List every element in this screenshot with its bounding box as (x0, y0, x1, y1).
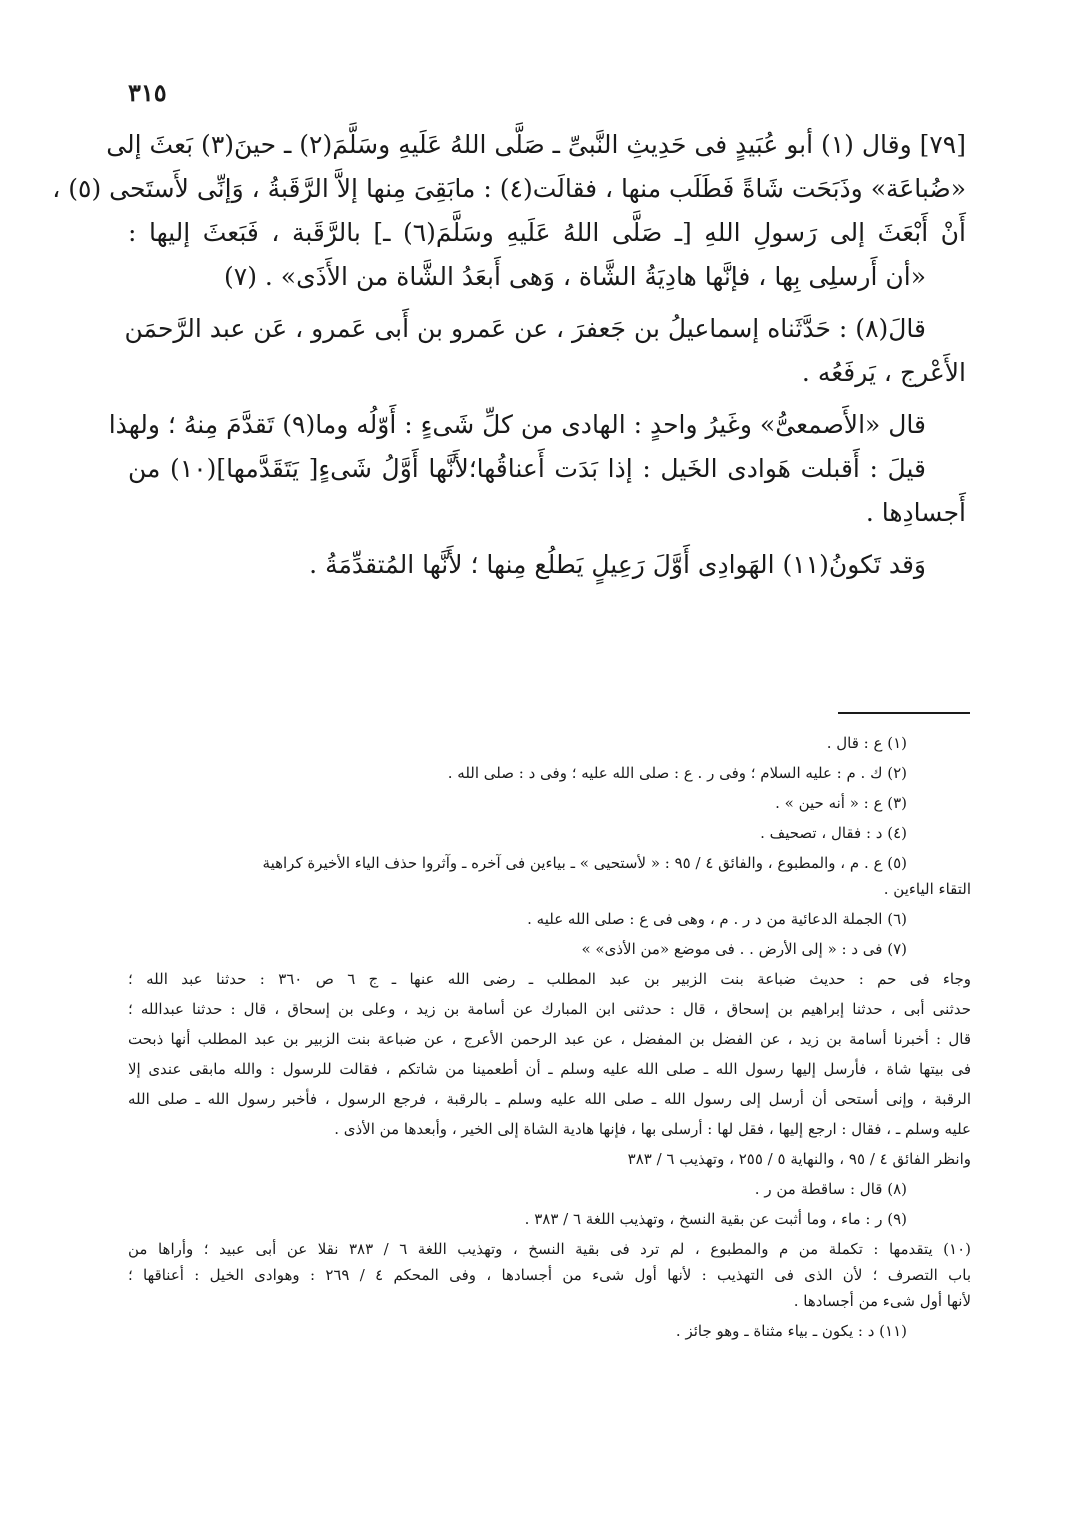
footnote-quote-line: الرقبة ، وإنى أستحى أن أرسل إلى رسول الله ـ صلى الله عليه وسلم ـ بالرقبة ، فرجع الرسول ، فأخبر رسول الله ـ صلى الله (128, 1090, 971, 1108)
footnotes (128, 732, 971, 1350)
footnote-quote-line: قال : أخبرنا أسامة بن زيد ، عن الفضل بن المفضل ، عن عبد الرحمن الأعرج ، عن ضباعة بنت الزبير بن عبد المطلب أنها ذبحت (128, 1030, 971, 1048)
footnote-continuation: التقاء الياءين . (883, 880, 971, 898)
body-line: وَقد تَكونُ(١١) الهَوادِى أَوَّلَ رَعِيلٍ يَطلُع مِنها ؛ لأَنَّها المُتقدِّمَةُ . (309, 550, 926, 579)
footnote: (٢) ك . م : عليه السلام ؛ وفى ر . ع : صلى الله عليه ؛ وفى د : صلى الله . (447, 764, 907, 782)
footnote-continuation: لأنها أول شىء من أجسادها . (793, 1292, 971, 1310)
footnote-quote-line: فى بيتها شاة ، فأرسل إليها رسول الله ـ صلى الله عليه وسلم ـ أن أطعمينا من شاتكم ، فقالت للرسول : والله مابقى عندى إلا (128, 1060, 971, 1078)
page-number: ٣١٥ (128, 78, 167, 107)
footnote: (٣) ع : « أنه حين » . (775, 794, 907, 812)
footnote: (٨) قال : ساقطة من ر . (754, 1180, 907, 1198)
footnote: (١) ع : قال . (826, 734, 907, 752)
footnote-reference: وانظر الفائق ٤ / ٩٥ ، والنهاية ٥ / ٢٥٥ ، وتهذيب ٦ / ٣٨٣ (627, 1150, 971, 1168)
body-line: قالَ(٨) : حَدَّثَناه إسماعيلُ بن جَعفرَ ، عن عَمرو بن أَبى عَمرو ، عَن عبد الرَّحمَن (124, 314, 926, 343)
footnote-quote-line: وجاء فى حم : حديث ضباعة بنت الزبير بن عبد المطلب ـ رضى الله عنها ـ ج ٦ ص ٣٦٠ : حدثنا عبد الله ؛ (128, 970, 971, 988)
footnote: (٥) ع . م ، والمطبوع ، والفائق ٤ / ٩٥ : « لأستحيى » ـ بياءين فى آخره ـ وآثروا حذف الياء الأخيرة كراهية (262, 854, 907, 872)
footnote: (٩) ر : ماء ، وما أثبت عن بقية النسخ ، وتهذيب اللغة ٦ / ٣٨٣ . (524, 1210, 907, 1228)
footnote-quote-line: حدثنى أبى ، حدثنا إبراهيم بن إسحاق ، قال : حدثنى ابن المبارك عن أسامة بن زيد ، وعلى بن إسحاق ، قال : حدثنا عبدالله ؛ (128, 1000, 971, 1018)
body-line: [٧٩] وقال (١) أبو عُبَيدٍ فى حَدِيثِ النَّبىِّ ـ صَلَّى اللهُ عَلَيهِ وسَلَّمَ(٢) ـ حينَ(٣) بَعثَ إلى (106, 130, 966, 159)
footnote-quote-line: عليه وسلم ـ ، فقال : ارجع إليها ، فقل لها : أرسلى بها ، فإنها هادية الشاة إلى الخير ، وأبعدها من الأذى . (334, 1120, 971, 1138)
body-line: قيلَ : أَقبلت هَوادى الخَيل : إذا بَدَت أَعناقُها؛لأَنَّها أَوَّلُ شَىءٍ[ يَتَقَدَّمها](١٠) من (128, 454, 926, 483)
footnote: (١١) د : يكون ـ بياء مثناة ـ وهو جائز . (675, 1322, 907, 1340)
footnote-separator (838, 712, 970, 714)
body-line: «أن أَرسلِى بِها ، فإنَّها هادِيَةُ الشَّاة ، وَهى أَبعَدُ الشَّاة من الأَذَى» . (٧) (224, 262, 926, 291)
main-text (52, 130, 966, 594)
footnote: (٤) د : فقال ، تصحيف . (760, 824, 907, 842)
footnote-continuation: باب التصرف ؛ لأن الذى فى التهذيب : لأنها أول شىء من أجسادها ، وفى المحكم ٤ / ٢٦٩ : وهوادى الخيل : أعناقها ؛ (128, 1266, 971, 1284)
footnote: (١٠) يتقدمها : تكملة من م والمطبوع ، لم ترد فى بقية النسخ ، وتهذيب اللغة ٦ / ٣٨٣ نقلا عن أبى عبيد ؛ وأراها من (128, 1240, 971, 1258)
footnote: (٧) فى د : « إلى الأرض . . فى موضع «من الأذى» » (581, 940, 907, 958)
body-line: الأَعْرج ، يَرفَعُه . (801, 358, 966, 387)
body-line: قال «الأَصمعىُّ» وغَيرُ واحدٍ : الهادى من كلِّ شَىءٍ : أَوّلُه وما(٩) تَقدَّمَ مِنهُ ؛ ولهذا (108, 410, 926, 439)
body-line: أَجسادِها . (865, 498, 966, 527)
footnote: (٦) الجملة الدعائية من د ر . م ، وهى فى ع : صلى الله عليه . (527, 910, 907, 928)
body-line: «ضُباعَة» وذَبَحَت شَاةً فَطَلَب منها ، فقالَت(٤) : مابَقِىَ مِنها إلاَّ الرَّقَبةُ ، وَإنِّى لأَستَحى (٥) ، (52, 174, 966, 203)
body-line: أَنْ أَبْعَثَ إلى رَسولِ اللهِ [ـ صَلَّى اللهُ عَلَيهِ وسَلَّمَ(٦) ـ] بالرَّقَبة ، فَبَعثَ إليها : (128, 218, 966, 247)
